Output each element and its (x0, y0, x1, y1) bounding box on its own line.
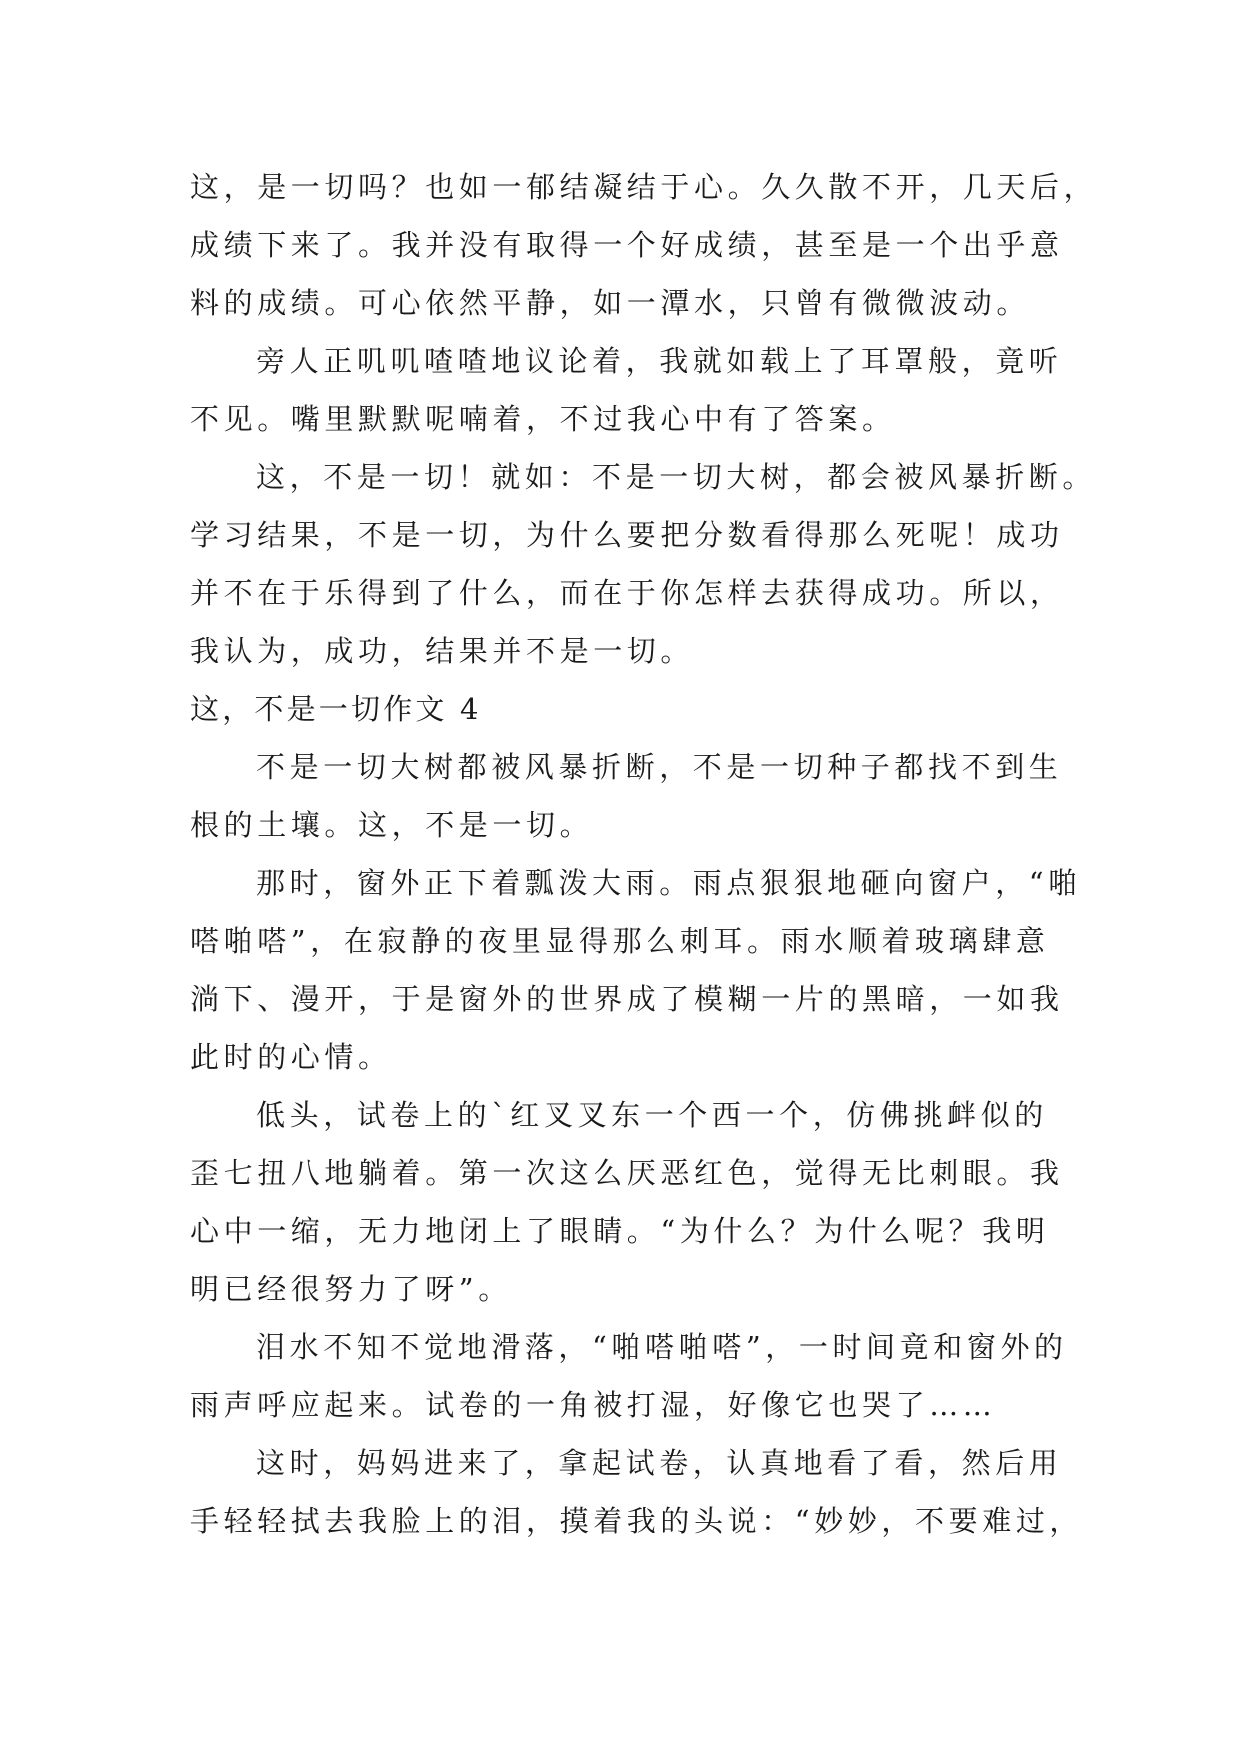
text-line: 不见。嘴里默默呢喃着，不过我心中有了答案。 (190, 402, 896, 436)
text-line: 嗒啪嗒”，在寂静的夜里显得那么刺耳。雨水顺着玻璃肆意 (190, 924, 1050, 958)
text-line: 歪七扭八地躺着。第一次这么厌恶红色，觉得无比刺眼。我 (190, 1156, 1064, 1190)
paragraph-start-line: 不是一切大树都被风暴折断，不是一切种子都找不到生 (256, 750, 1063, 784)
paragraph-start-line: 那时，窗外正下着瓢泼大雨。雨点狠狠地砸向窗户，“啪 (256, 866, 1082, 900)
paragraph-start-line: 旁人正叽叽喳喳地议论着，我就如载上了耳罩般，竟听 (256, 344, 1063, 378)
text-line: 根的土壤。这，不是一切。 (190, 808, 594, 842)
text-line: 我认为，成功，结果并不是一切。 (190, 634, 695, 668)
text-line: 明已经很努力了呀”。 (190, 1272, 512, 1306)
text-line: 雨声呼应起来。试卷的一角被打湿，好像它也哭了…… (190, 1388, 997, 1422)
text-line: 心中一缩，无力地闭上了眼睛。“为什么？为什么呢？我明 (190, 1214, 1050, 1248)
text-line: 手轻轻拭去我脸上的泪，摸着我的头说：“妙妙，不要难过， (190, 1504, 1084, 1538)
paragraph-start-line: 泪水不知不觉地滑落，“啪嗒啪嗒”，一时间竟和窗外的 (256, 1330, 1068, 1364)
text-line: 成绩下来了。我并没有取得一个好成绩，甚至是一个出乎意 (190, 228, 1064, 262)
text-line: 学习结果，不是一切，为什么要把分数看得那么死呢！成功 (190, 518, 1064, 552)
text-line: 淌下、漫开，于是窗外的世界成了模糊一片的黑暗，一如我 (190, 982, 1064, 1016)
essay-body (190, 158, 1098, 1550)
text-line: 此时的心情。 (190, 1040, 392, 1074)
section-heading: 这，不是一切作文 4 (190, 692, 482, 726)
paragraph-start-line: 这，不是一切！就如：不是一切大树，都会被风暴折断。 (256, 460, 1097, 494)
paragraph-start-line: 低头，试卷上的`红叉叉东一个西一个，仿佛挑衅似的 (256, 1098, 1048, 1132)
text-line: 这，是一切吗？也如一郁结凝结于心。久久散不开，几天后， (190, 170, 1098, 204)
text-line: 料的成绩。可心依然平静，如一潭水，只曾有微微波动。 (190, 286, 1031, 320)
text-line: 并不在于乐得到了什么，而在于你怎样去获得成功。所以， (190, 576, 1064, 610)
paragraph-start-line: 这时，妈妈进来了，拿起试卷，认真地看了看，然后用 (256, 1446, 1063, 1480)
